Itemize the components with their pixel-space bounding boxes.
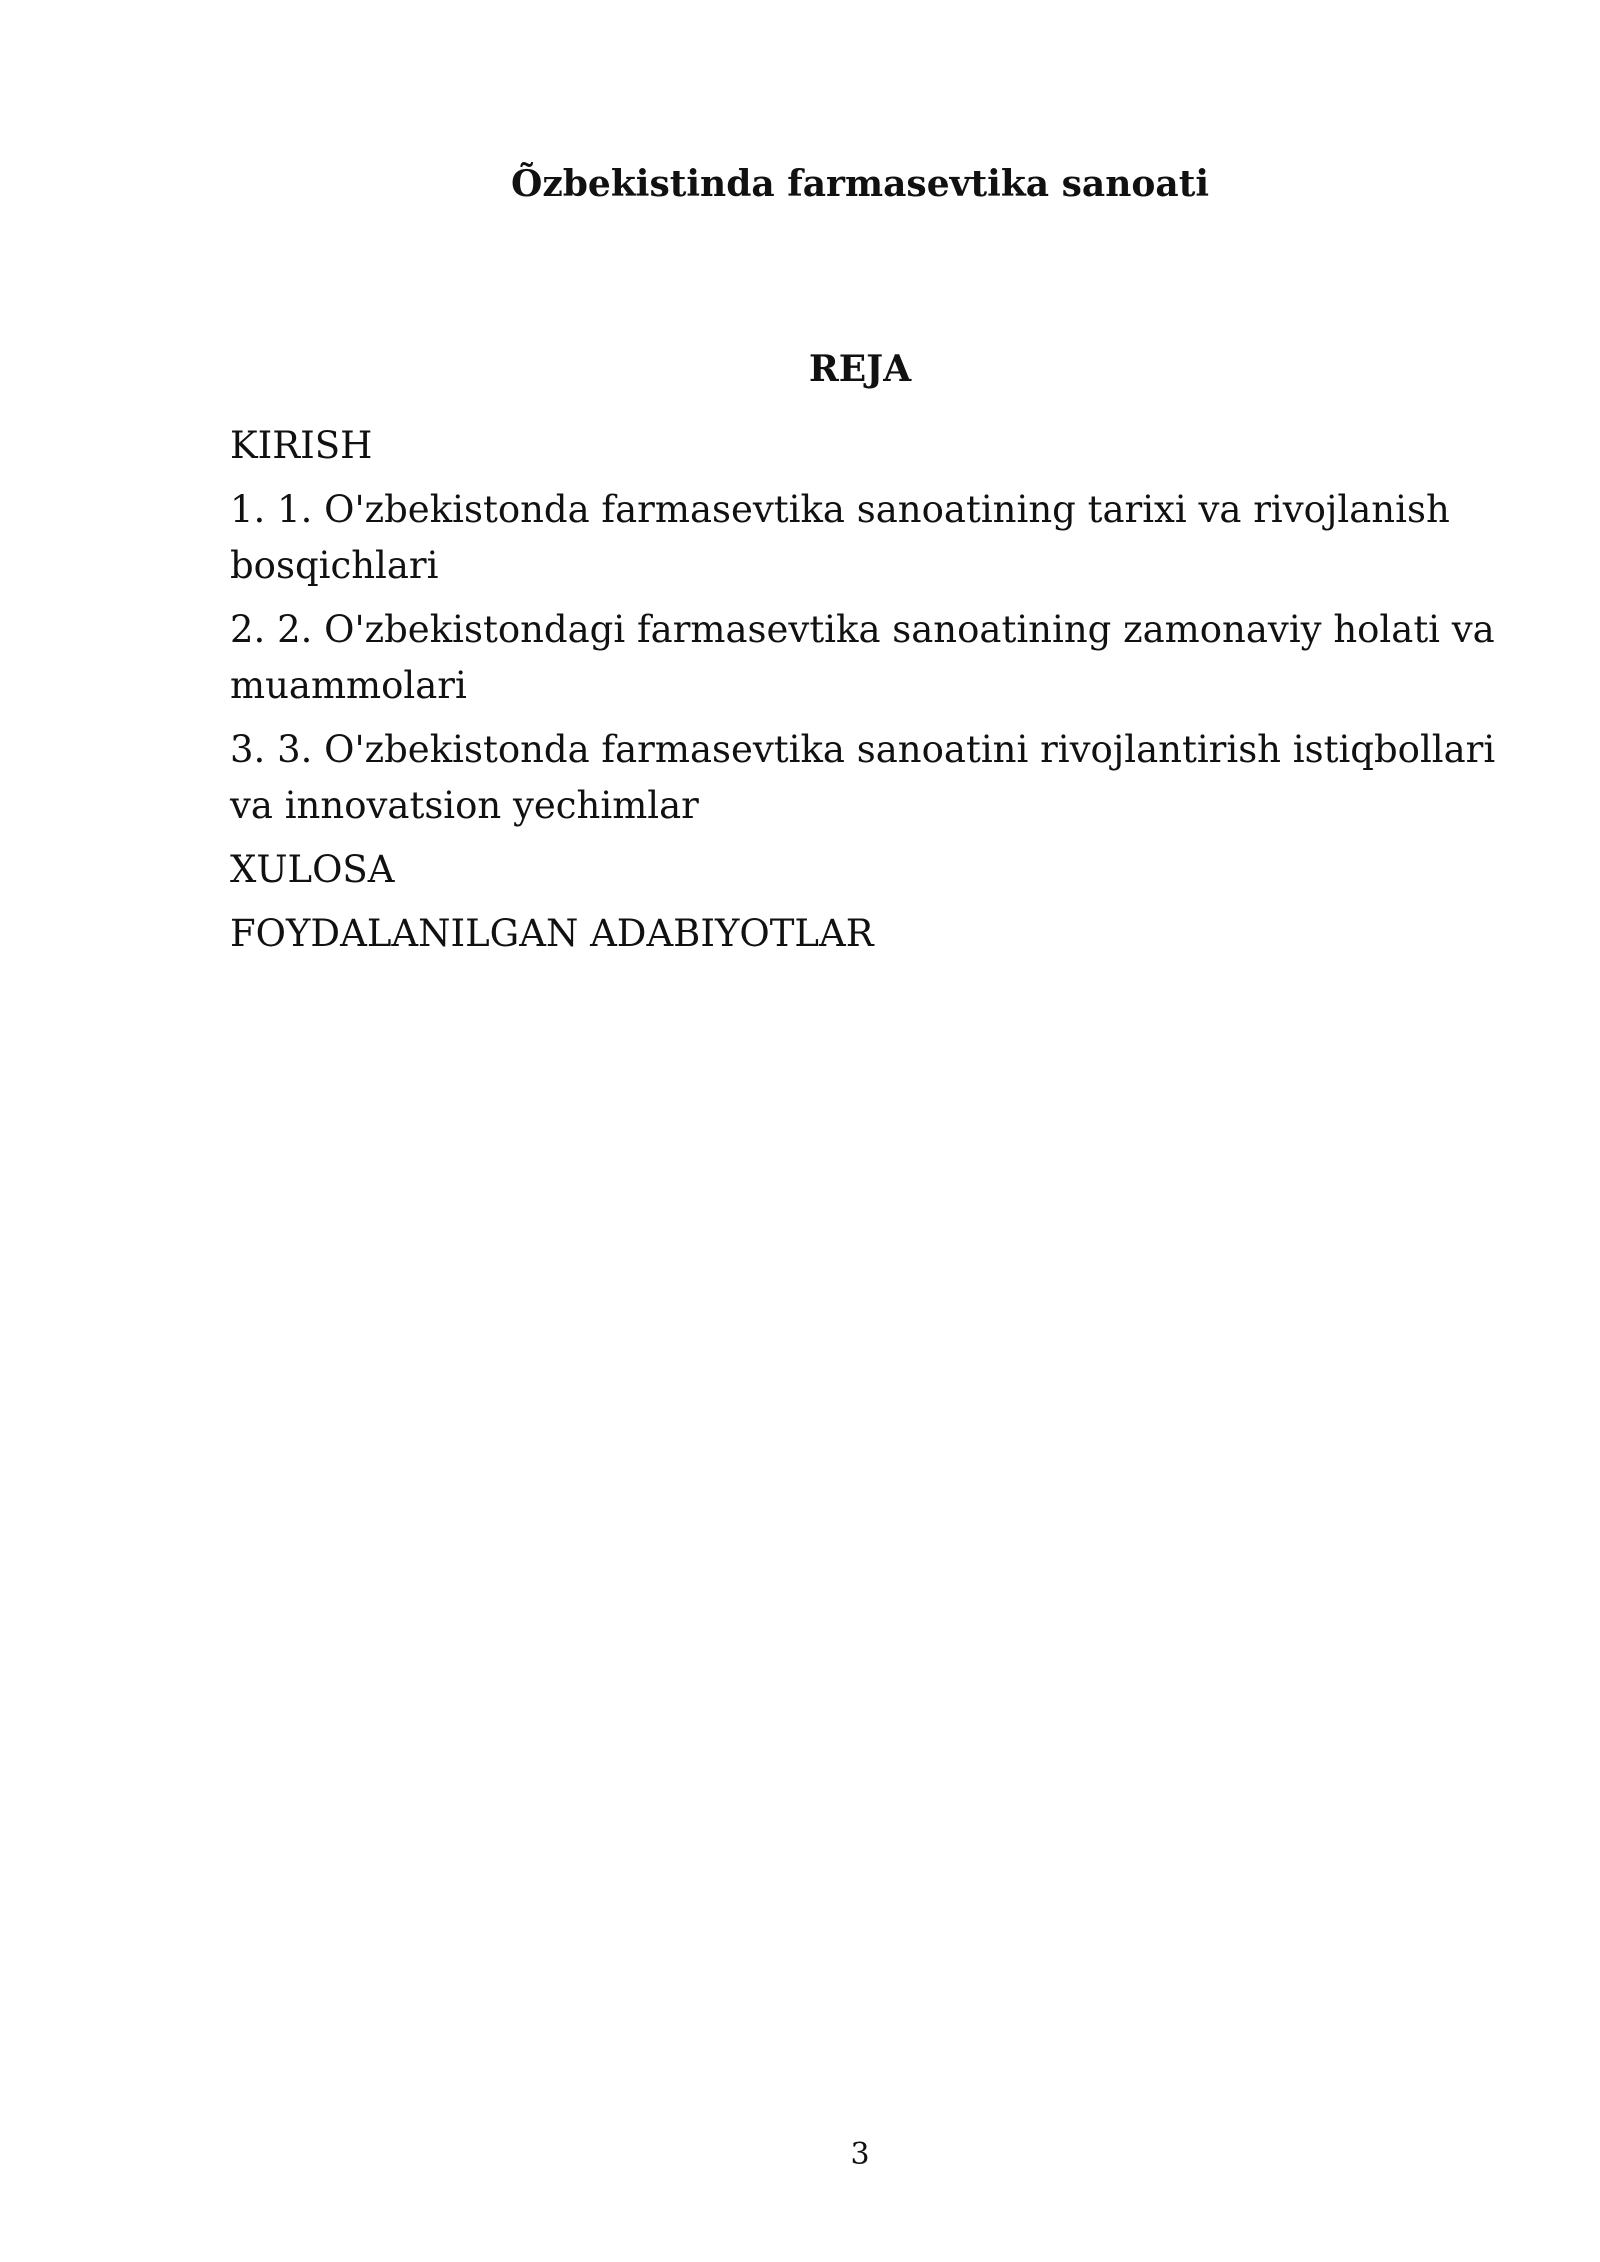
document-title: Õzbekistinda farmasevtika sanoati (510, 163, 1210, 205)
page-number: 3 (850, 2137, 870, 2172)
table-of-contents (230, 418, 1520, 970)
toc-item-introduction: KIRISH (230, 424, 373, 467)
toc-item-references: FOYDALANILGAN ADABIYOTLAR (230, 912, 874, 955)
toc-item-chapter-2: 2. 2. O'zbekistondagi farmasevtika sanoatining zamonaviy holati va muammolari (230, 608, 1495, 707)
toc-item-conclusion: XULOSA (230, 848, 395, 891)
toc-item-chapter-1: 1. 1. O'zbekistonda farmasevtika sanoatining tarixi va rivojlanish bosqichlari (230, 488, 1450, 587)
toc-item-chapter-3: 3. 3. O'zbekistonda farmasevtika sanoatini rivojlantirish istiqbollari va innovatsion yechimlar (230, 728, 1496, 827)
plan-heading: REJA (808, 348, 912, 390)
